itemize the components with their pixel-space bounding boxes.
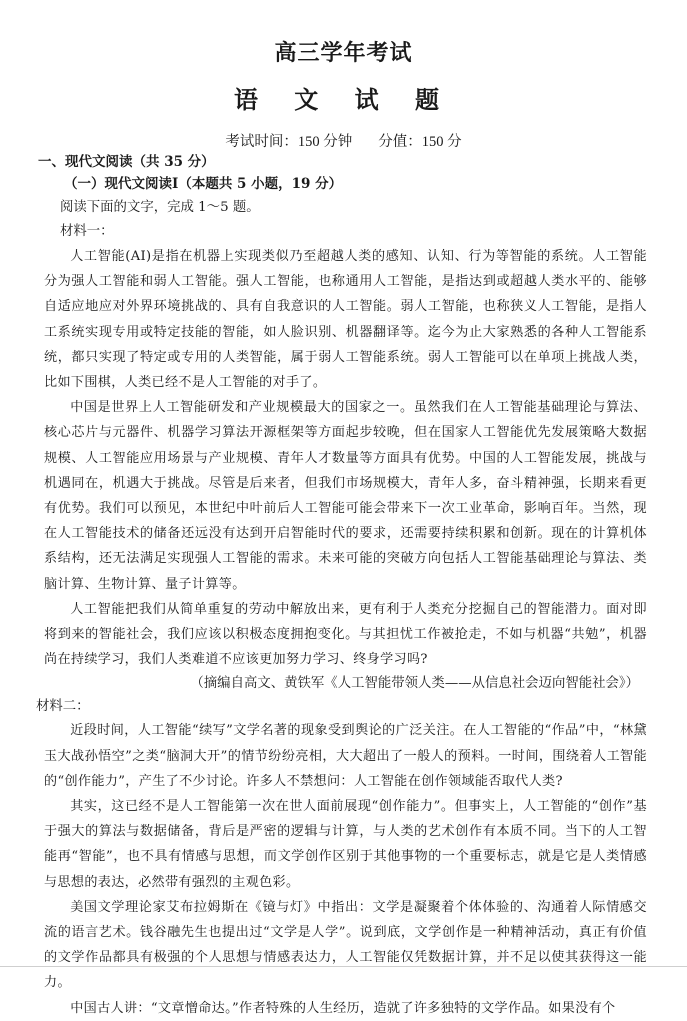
exam-info xyxy=(0,130,687,151)
material-2-paragraph: 中国古人讲：“文章憎命达。”作者特殊的人生经历，造就了许多独特的文学作品。如果没有个 xyxy=(70,1000,616,1016)
material-1-paragraph: 中国是世界上人工智能研发和产业规模最大的国家之一。虽然我们在人工智能基础理论与算法、核心芯片与元器件、机器学习算法开源框架等方面起步较晚，但在国家人工智能优先发展策略大数据规模、人工智能应用场景与产业规模、青年人才数量等方面具有优势。中国的人工智能发展，挑战与机遇同在，机遇大于挑战。尽管是后来者，但我们市场规模大，青年人多，奋斗精神强，长期来看更有优势。我们可以预见，本世纪中叶前后人工智能可能会带来下一次工业革命，影响百年。当然，现在人工智能技术的储备还远没有达到开启智能时代的要求，还需要持续积累和创新。现在的计算机体系结构，还无法满足实现强人工智能的需求。未来可能的突破方向包括人工智能基础理论与算法、类脑计算、生物计算、量子计算等。 xyxy=(44,400,647,592)
material-2-paragraph: 近段时间，人工智能“续写”文学名著的现象受到舆论的广泛关注。在人工智能的“作品”中，“林黛玉大战孙悟空”之类“脑洞大开”的情节纷纷亮相，大大超出了一般人的预料。一时间，围绕着人工智能的“创作能力”，产生了不少讨论。许多人不禁想问：人工智能在创作领域能否取代人类? xyxy=(44,723,647,789)
material-1-paragraph: 人工智能(AI)是指在机器上实现类似乃至超越人类的感知、认知、行为等智能的系统。人工智能分为强人工智能和弱人工智能。强人工智能，也称通用人工智能，是指达到或超越人类水平的、能够自适应地应对外界环境挑战的、具有自我意识的人工智能。弱人工智能，也称狭义人工智能，是指人工系统实现专用或特定技能的智能，如人脸识别、机器翻译等。迄今为止大家熟悉的各种人工智能系统，都只实现了特定或专用的人类智能，属于弱人工智能系统。弱人工智能可以在单项上挑战人类，比如下围棋，人类已经不是人工智能的对手了。 xyxy=(44,249,647,391)
section-heading: 一、现代文阅读（共 35 分） xyxy=(38,154,215,170)
subject-title: 语 文 试 题 xyxy=(233,85,454,114)
exam-time: 考试时间：150 分钟 xyxy=(225,134,353,150)
exam-score: 分值：150 分 xyxy=(378,134,462,150)
material-1-source: （摘编自高文、黄铁军《人工智能带领人类——从信息社会迈向智能社会》） xyxy=(190,676,639,692)
exam-title: 高三学年考试 xyxy=(274,40,413,66)
reading-instruction: 阅读下面的文字，完成 1～5 题。 xyxy=(60,200,260,215)
material-2-paragraph: 其实，这已经不是人工智能第一次在世人面前展现“创作能力”。但事实上，人工智能的“创作”基于强大的算法与数据储备，背后是严密的逻辑与计算，与人类的艺术创作有本质不同。当下的人工智能再“智能”，也不具有情感与思想，而文学创作区别于其他事物的一个重要标志，就是它是人类情感与思想的表达，必然带有强烈的主观色彩。 xyxy=(44,799,647,890)
material-2-paragraph: 美国文学理论家艾布拉姆斯在《镜与灯》中指出：文学是凝聚着个体体验的、沟通着人际情感交流的语言艺术。钱谷融先生也提出过“文学是人学”。说到底，文学创作是一种精神活动，真正有价值的文学作品都具有极强的个人思想与情感表达力，人工智能仅凭数据计算，并不足以使其获得这一能力。 xyxy=(44,899,647,991)
subsection-heading: （一）现代文阅读Ⅰ（本题共 5 小题，19 分） xyxy=(64,176,343,192)
page-bottom-rule xyxy=(0,966,687,967)
material-1-label: 材料一： xyxy=(60,224,114,239)
material-1-paragraph: 人工智能把我们从简单重复的劳动中解放出来，更有利于人类充分挖掘自己的智能潜力。面对即将到来的智能社会，我们应该以积极态度拥抱变化。与其担忧工作被抢走，不如与机器“共勉”，机器尚在持续学习，我们人类难道不应该更加努力学习、终身学习吗? xyxy=(44,601,647,668)
material-2-label: 材料二： xyxy=(36,699,90,715)
reading-section xyxy=(36,152,647,1021)
